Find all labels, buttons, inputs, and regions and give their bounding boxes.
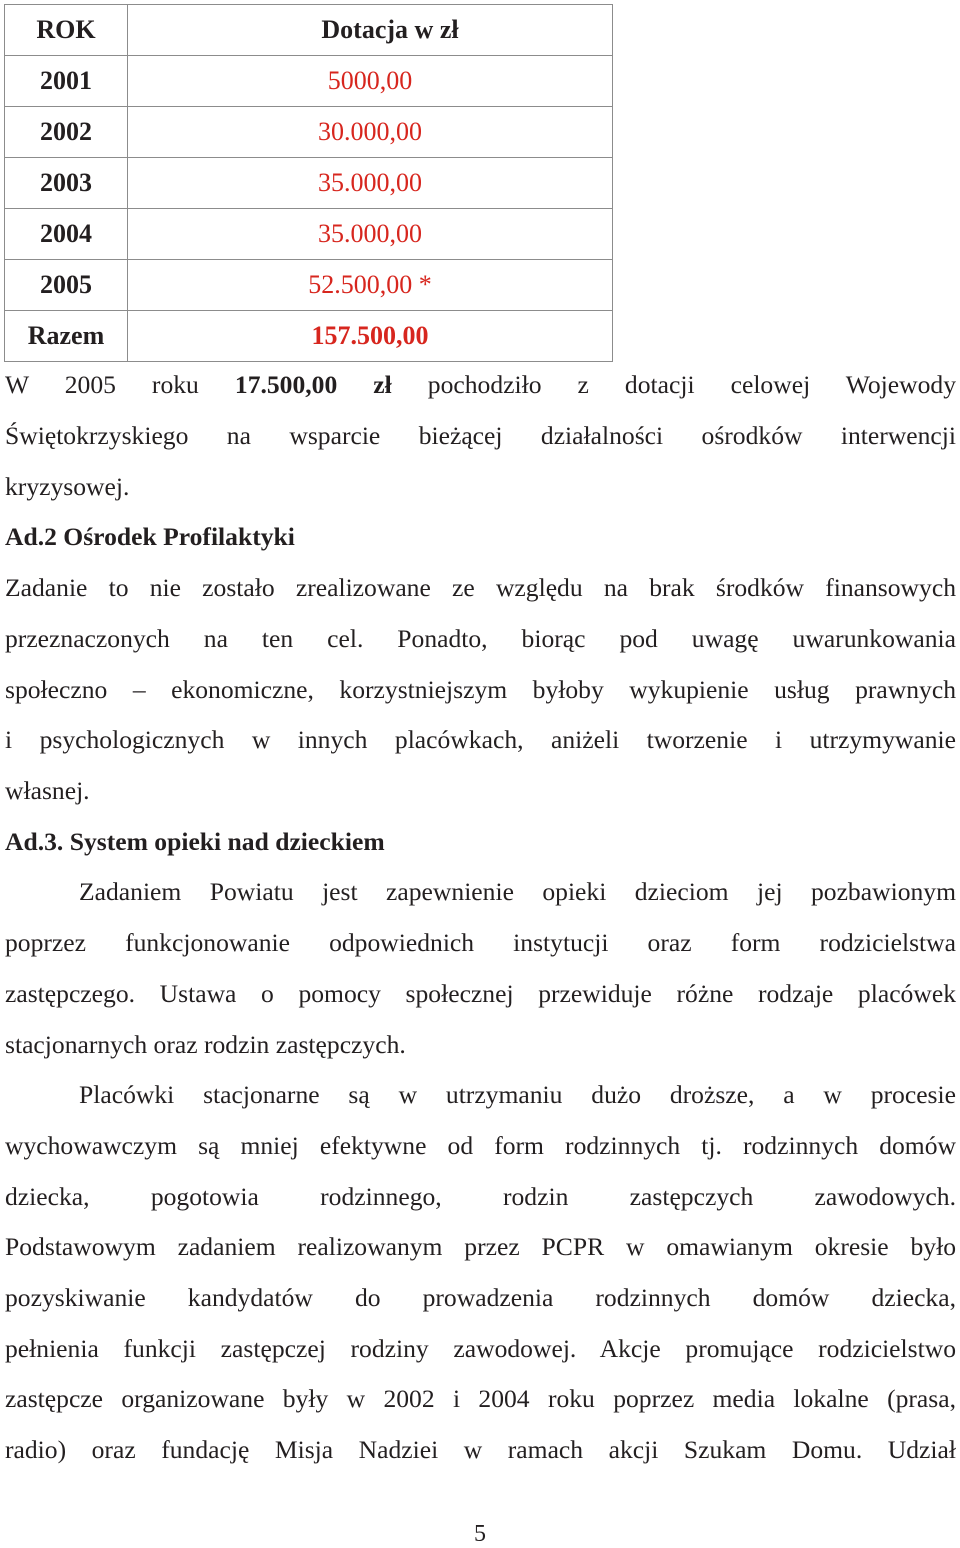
header-year: ROK — [5, 5, 128, 56]
row-amount: 30.000,00 — [128, 107, 613, 158]
table-total-row — [5, 311, 613, 362]
total-label: Razem — [5, 311, 128, 362]
row-amount: 5000,00 — [128, 56, 613, 107]
table-row — [5, 56, 613, 107]
paragraph-line — [5, 370, 956, 400]
paragraph-line: dziecka, pogotowia rodzinnego, rodzin zastępczych zawodowych. — [5, 1182, 956, 1211]
row-amount: 35.000,00 — [128, 209, 613, 260]
paragraph-line: poprzez funkcjonowanie odpowiednich instytucji oraz form rodzicielstwa — [5, 928, 956, 957]
row-year: 2004 — [5, 209, 128, 260]
table-row — [5, 158, 613, 209]
paragraph-line: kryzysowej. — [5, 472, 130, 501]
table-row — [5, 107, 613, 158]
paragraph-line: społeczno – ekonomiczne, korzystniejszym byłoby wykupienie usług prawnych — [5, 675, 956, 704]
paragraph-line: wychowawczym są mniej efektywne od form rodzinnych tj. rodzinnych domów — [5, 1131, 956, 1160]
row-year: 2002 — [5, 107, 128, 158]
header-amount — [128, 5, 613, 56]
section-heading-ad3: Ad.3. System opieki nad dzieckiem — [5, 827, 385, 856]
total-amount: 157.500,00 — [128, 311, 613, 362]
row-year: 2001 — [5, 56, 128, 107]
paragraph-line: zastępczego. Ustawa o pomocy społecznej przewiduje różne rodzaje placówek — [5, 979, 956, 1008]
paragraph-line: własnej. — [5, 776, 90, 805]
paragraph-line: pozyskiwanie kandydatów do prowadzenia rodzinnych domów dziecka, — [5, 1283, 956, 1312]
row-year: 2003 — [5, 158, 128, 209]
text-segment: pochodziło z dotacji celowej Wojewody — [427, 370, 956, 399]
row-amount: 35.000,00 — [128, 158, 613, 209]
paragraph-line: stacjonarnych oraz rodzin zastępczych. — [5, 1030, 406, 1059]
text-segment: W 2005 roku — [5, 370, 235, 399]
paragraph-line: i psychologicznych w innych placówkach, aniżeli tworzenie i utrzymywanie — [5, 725, 956, 754]
paragraph-line: Zadanie to nie zostało zrealizowane ze względu na brak środków finansowych — [5, 573, 956, 602]
text-amount-bold: 17.500,00 zł — [234, 370, 392, 399]
table-header-row — [5, 5, 613, 56]
header-amount-label: Dotacja w zł — [321, 15, 459, 44]
paragraph-line: radio) oraz fundację Misja Nadziei w ramach akcji Szukam Domu. Udział — [5, 1435, 956, 1464]
paragraph-line: Zadaniem Powiatu jest zapewnienie opieki dzieciom jej pozbawionym — [79, 877, 956, 906]
table-row — [5, 260, 613, 311]
page-number: 5 — [474, 1521, 486, 1547]
paragraph-line: przeznaczonych na ten cel. Ponadto, biorąc pod uwagę uwarunkowania — [5, 624, 956, 653]
table-row — [5, 209, 613, 260]
row-amount: 52.500,00 * — [128, 260, 613, 311]
paragraph-line: zastępcze organizowane były w 2002 i 2004 roku poprzez media lokalne (prasa, — [5, 1384, 956, 1413]
paragraph-line: pełnienia funkcji zastępczej rodziny zawodowej. Akcje promujące rodzicielstwo — [5, 1334, 956, 1363]
section-heading-ad2: Ad.2 Ośrodek Profilaktyki — [5, 522, 295, 551]
paragraph-line: Placówki stacjonarne są w utrzymaniu dużo droższe, a w procesie — [79, 1080, 956, 1109]
row-year: 2005 — [5, 260, 128, 311]
paragraph-line: Podstawowym zadaniem realizowanym przez PCPR w omawianym okresie było — [5, 1232, 956, 1261]
paragraph-line: Świętokrzyskiego na wsparcie bieżącej działalności ośrodków interwencji — [5, 421, 956, 450]
grants-table — [4, 4, 613, 362]
